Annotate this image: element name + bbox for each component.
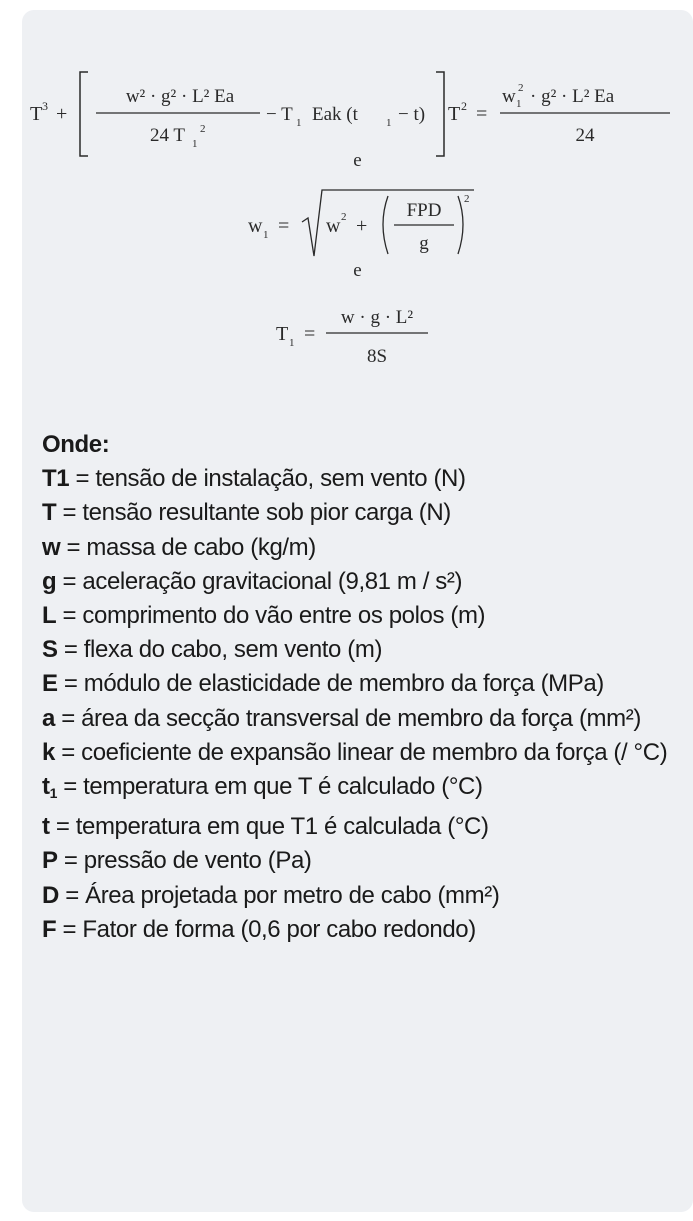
connector-e-2: e	[353, 260, 362, 281]
eq1-rhs-rest: · g² · L² Ea	[530, 86, 615, 107]
legend-item	[42, 565, 682, 599]
legend-symbol: g	[42, 567, 57, 595]
legend-item	[42, 496, 682, 530]
legend-description: = área da secção transversal de membro da força (mm²)	[54, 704, 641, 732]
eq1-rhs-den: 24	[575, 125, 595, 146]
legend-description: = tensão resultante sob pior carga (N)	[56, 499, 451, 527]
legend-item	[42, 667, 682, 701]
legend-description: = comprimento do vão entre os polos (m)	[56, 602, 486, 630]
eq1-equals: =	[476, 103, 488, 125]
eq1-frac-den-exp: 2	[200, 123, 206, 135]
eq1-frac-den-sub: 1	[192, 138, 198, 150]
eq2-frac-den: g	[419, 233, 429, 254]
eq1-T: T	[30, 103, 43, 125]
eq2-w-sub: 1	[263, 229, 269, 241]
legend-symbol: P	[42, 847, 58, 875]
legend-symbol: t	[42, 813, 50, 841]
left-paren	[383, 196, 388, 254]
legend-description: = tensão de instalação, sem vento (N)	[69, 465, 466, 493]
legend-description: = pressão de vento (Pa)	[57, 847, 312, 875]
eq1-frac-den: 24 T	[150, 125, 186, 146]
left-bracket	[80, 72, 88, 156]
eq1-minus-T-sub: 1	[296, 117, 302, 129]
legend-description: = aceleração gravitacional (9,81 m / s²)	[56, 567, 463, 595]
eq2-frac-num: FPD	[406, 200, 442, 221]
eq2-outer-exp: 2	[464, 193, 470, 205]
eq1-plus: +	[56, 103, 68, 125]
eq3-T-sub: 1	[289, 337, 295, 349]
legend-symbol: a	[42, 704, 55, 732]
legend-symbol: t	[42, 773, 50, 801]
legend-item	[42, 633, 682, 667]
legend-symbol: F	[42, 915, 57, 943]
formulas-svg	[22, 10, 693, 390]
connector-e-1: e	[353, 150, 362, 171]
content-panel	[22, 10, 693, 1212]
eq2-inner-w-exp: 2	[341, 211, 347, 223]
legend-description: = flexa do cabo, sem vento (m)	[57, 636, 383, 664]
legend-description: = temperatura em que T é calculado (°C)	[56, 773, 483, 801]
legend-item	[42, 702, 682, 736]
legend-description: = coeficiente de expansão linear de membro da força (/ °C)	[54, 738, 668, 766]
legend-symbol: k	[42, 738, 55, 766]
eq2-w: w	[248, 215, 263, 237]
eq1-rhs-w-exp: 2	[518, 82, 524, 94]
legend-item	[42, 736, 682, 770]
legend-description: = Fator de forma (0,6 por cabo redondo)	[56, 915, 476, 943]
legend-title: Onde:	[42, 431, 110, 458]
eq2-plus: +	[356, 215, 368, 237]
eq2-inner-w: w	[326, 215, 341, 237]
eq1-T-exp: 3	[42, 99, 48, 113]
eq3-T: T	[276, 323, 289, 345]
legend-item	[42, 879, 682, 913]
legend-item	[42, 770, 682, 810]
eq2-equals: =	[278, 215, 290, 237]
legend-description: = Área projetada por metro de cabo (mm²)	[58, 881, 500, 909]
legend-symbol: T	[42, 499, 57, 527]
legend-item	[42, 913, 682, 947]
legend-description: = temperatura em que T1 é calculada (°C)	[49, 813, 489, 841]
eq1-T2: T	[448, 103, 461, 125]
variable-legend	[42, 428, 682, 947]
right-bracket	[436, 72, 444, 156]
eq1-rhs-w-sub: 1	[516, 98, 522, 110]
eq1-rhs-w: w	[502, 86, 516, 107]
legend-description: = módulo de elasticidade de membro da força (MPa)	[57, 670, 604, 698]
eq3-den: 8S	[366, 346, 388, 367]
legend-symbol: E	[42, 670, 58, 698]
legend-item	[42, 810, 682, 844]
legend-symbol: w	[42, 533, 61, 561]
equation-3	[276, 307, 428, 367]
formula-block	[22, 10, 693, 390]
legend-symbol: L	[42, 602, 57, 630]
eq3-equals: =	[304, 323, 316, 345]
equation-2	[248, 190, 474, 256]
equation-1	[30, 72, 670, 156]
legend-description: = massa de cabo (kg/m)	[60, 533, 316, 561]
eq1-frac-numerator: w² · g² · L² Ea	[125, 86, 235, 107]
right-paren	[458, 196, 463, 254]
legend-item	[42, 844, 682, 878]
eq1-T2-exp: 2	[461, 99, 467, 113]
legend-symbol-subscript: 1	[49, 785, 57, 802]
eq3-num: w · g · L²	[340, 307, 414, 328]
eq1-t-sub: 1	[386, 117, 392, 129]
legend-symbol: T1	[42, 465, 70, 493]
eq1-eak: Eak (t	[312, 104, 358, 125]
legend-list	[42, 462, 682, 947]
legend-item	[42, 531, 682, 565]
legend-symbol: S	[42, 636, 58, 664]
eq1-minus-T: − T	[266, 104, 293, 125]
legend-symbol: D	[42, 881, 59, 909]
legend-item	[42, 462, 682, 496]
legend-item	[42, 599, 682, 633]
eq1-minus-t: − t)	[398, 104, 426, 125]
